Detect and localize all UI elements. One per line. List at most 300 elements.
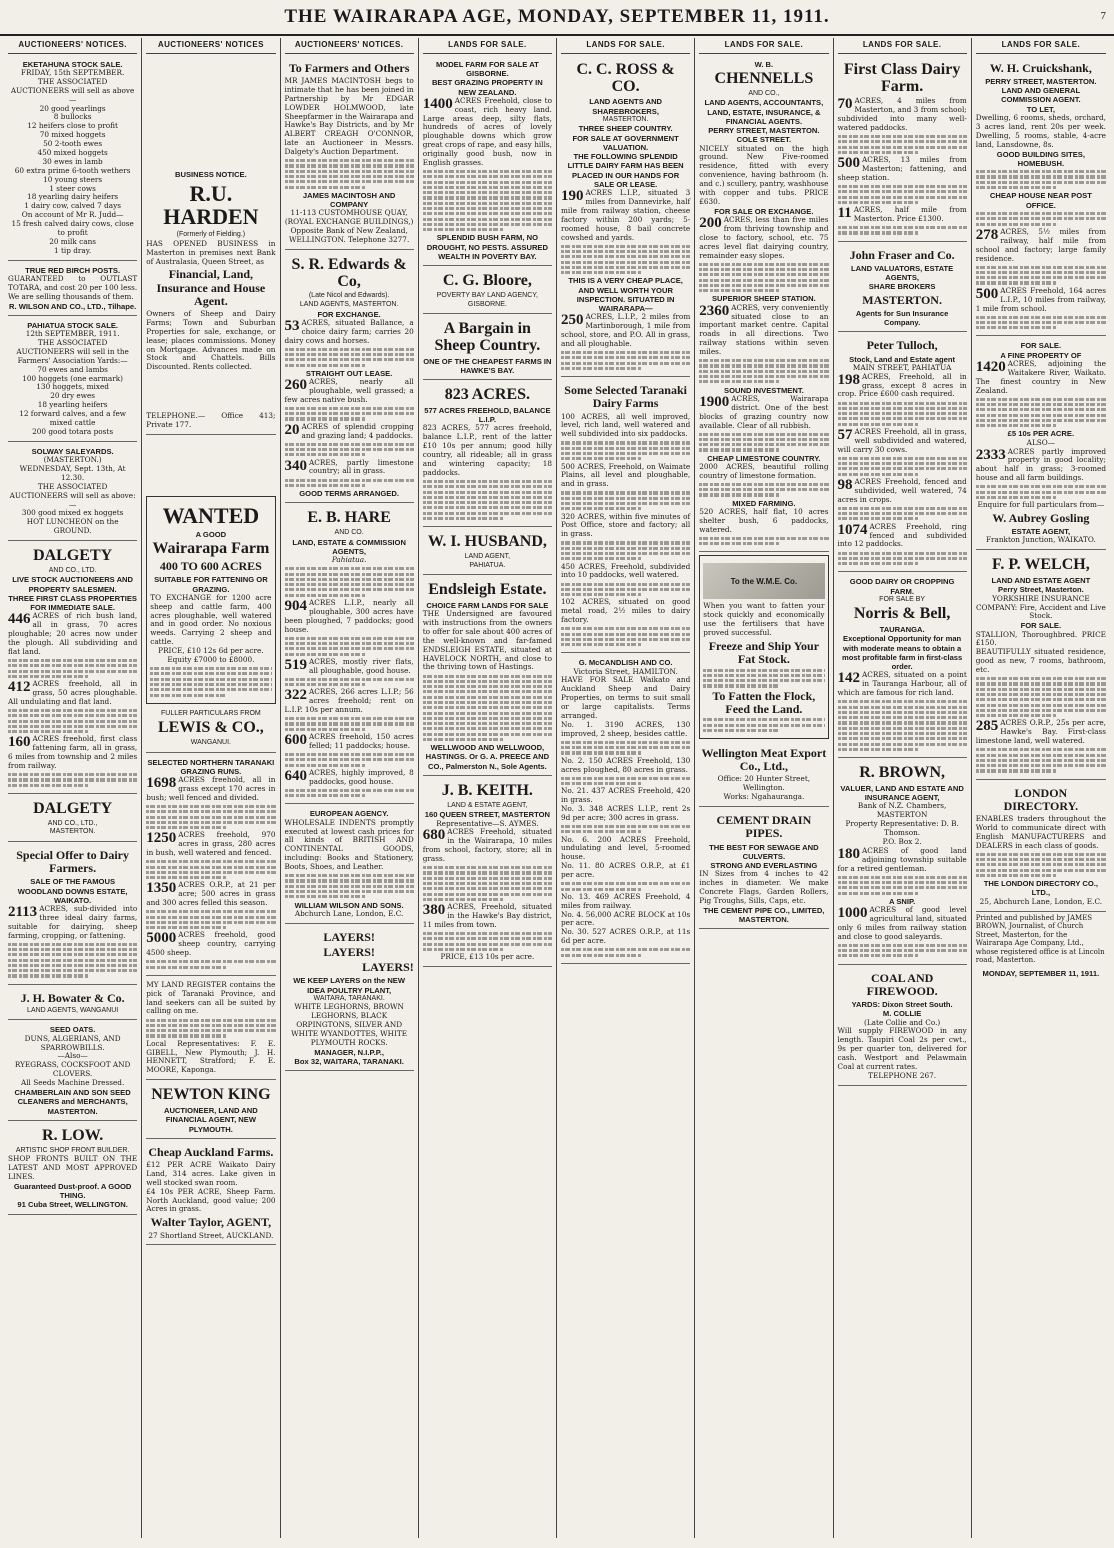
brand-name: C. G. Bloore, [442, 272, 532, 290]
lot [146, 931, 275, 958]
ad-line: THE ASSOCIATED AUCTIONEERS will sell as above:— [9, 481, 136, 509]
brand-name: J. B. KEITH. [441, 781, 533, 799]
brand-name: Norris & Bell, [853, 605, 951, 623]
wme-banner: To the W.M.E. Co. [730, 576, 798, 586]
text-block [423, 932, 552, 951]
lot [285, 733, 414, 751]
ad-endsleigh [423, 577, 552, 776]
ad-hare [285, 505, 414, 804]
brand-h: SHARE BROKERS [868, 282, 936, 292]
ad-heading: PAHIATUA STOCK SALE. [27, 320, 119, 330]
lot-text: ACRES freehold, all in grass, 50 acres ploughable. All undulating and flat land. [8, 679, 138, 706]
brand-place: MASTERTON. [49, 828, 96, 836]
brand-sub: AND CO., [748, 89, 780, 97]
lot-number: 1400 [422, 95, 453, 112]
text-block [285, 159, 414, 189]
list-item: No. 21. 437 ACRES Freehold, 420 in grass. [561, 786, 691, 805]
ad-ross [561, 57, 690, 377]
ad-heading: TO LET, [1026, 104, 1055, 114]
ad-manager: MANAGER, N.I.P.P., [314, 1047, 385, 1057]
ad-heading: SELECTED NORTHERN TARANAKI GRAZING RUNS. [147, 757, 275, 776]
lot-number: 500 [975, 285, 999, 302]
ad-bowater [8, 987, 137, 1021]
ad-line: SHOP FRONTS BUILT ON THE LATEST AND MOST APPROVED LINES. [8, 1154, 138, 1181]
ad-cruickshank [976, 57, 1106, 337]
ad-title: WANTED [162, 502, 260, 528]
lot [285, 599, 414, 635]
brand-tag: YORKSHIRE INSURANCE COMPANY: Fire, Accident and Live Stock. [975, 593, 1106, 621]
ad-text: BEAUTIFULLY situated residence, good as new, 7 rooms, bathroom, etc. [975, 647, 1106, 675]
ad-tel: TELEPHONE 267. [868, 1070, 937, 1080]
text-block [699, 537, 828, 545]
ad-taranaki-runs [146, 755, 275, 976]
brand-name: J. H. Bowater & Co. [20, 990, 125, 1005]
ad-pahiatua-stock-sale [8, 318, 137, 442]
ad-london-directory [976, 782, 1106, 912]
ad-wellington-meat [699, 742, 828, 807]
text-block [561, 441, 690, 460]
ad-auckland-farms [146, 1141, 275, 1246]
ad-r-low [8, 1123, 137, 1215]
list-item: 100 ACRES, all well improved, level, rich land, well watered and well subdivided into six paddocks. [561, 411, 691, 439]
ad-subheading: ONE OF THE CHEAPEST FARMS IN HAWKE'S BAY. [423, 356, 552, 375]
ad-keith [423, 778, 552, 967]
text-block [976, 485, 1106, 499]
ad-subheading: A FINE PROPERTY OF [1000, 350, 1082, 360]
ad-heading: GOOD DAIRY OR CROPPING FARM. [849, 577, 955, 596]
lot-number: 260 [284, 377, 307, 394]
ad-heading: BUSINESS NOTICE. [175, 169, 247, 179]
lot-number: 500 [837, 155, 860, 172]
brand-name: C. C. ROSS & CO. [576, 60, 675, 95]
ad-heading: EUROPEAN AGENCY. [309, 809, 389, 819]
ad-text: Owners of Sheep and Dairy Farms; Town and Suburban Properties for sale, exchange, or lease; places commissions. Money on Mortgage. Advances made on Stock and Chattels. Bills Discounted. Rents collected. [146, 308, 276, 372]
sheep-illustration [703, 563, 824, 599]
ad-welch [976, 552, 1106, 779]
lot-number: 20 [284, 421, 300, 438]
lot [561, 313, 690, 349]
text-block [8, 943, 137, 978]
text-block [423, 480, 552, 520]
column-7 [834, 38, 972, 1538]
ad-line: 1 dairy cow, calved 7 days [24, 201, 122, 211]
lot-number: 446 [8, 611, 31, 628]
lot-number: 180 [837, 845, 860, 862]
text-block [561, 948, 690, 956]
column-header: LANDS FOR SALE. [976, 38, 1106, 54]
text-block [146, 1019, 275, 1038]
ad-heading: SEED OATS. [49, 1025, 96, 1035]
ad-husband [423, 529, 552, 575]
lot [976, 360, 1106, 396]
brand-name: Wellington Meat Export Co., Ltd., [701, 746, 827, 774]
brand-place: PAHIATUA. [469, 561, 506, 569]
brand-name: John Fraser and Co. [849, 247, 955, 262]
ad-text: Local Representatives: F. E. GIBELL, New Plymouth; J. H. HENNETT, Stratford; F. E. MOORE, Kaponga. [146, 1038, 276, 1075]
column-3 [281, 38, 419, 1538]
ad-norris-bell [838, 574, 967, 758]
ad-heading: CHEAP HOUSE NEAR POST OFFICE. [989, 191, 1092, 210]
brand-sub: LAND AGENTS, WANGANUI [27, 1006, 119, 1014]
lot-text: ACRES, sub-divided into three ideal dairy farms, suitable for dairying, sheep farming, cropping, or fattening. [8, 904, 138, 940]
ad-wme [699, 555, 828, 739]
text-block [976, 853, 1106, 877]
lot [146, 776, 275, 803]
lot-number: 5000 [146, 930, 177, 947]
lot-text: ACRES, L.I.P., 2 miles from Martinborough, 1 mile from school, store, and P.O. All in grass, and all ploughable. [561, 312, 691, 349]
ad-line: £4 10s PER ACRE, Sheep Farm. North Auckland, good value; 200 Acres in grass. [146, 1186, 276, 1214]
brand-place: TAURANGA. [879, 625, 925, 635]
brand-rep: Property Representative: D. B. Thomson. [845, 819, 959, 838]
lot [838, 478, 967, 505]
masthead [0, 0, 1114, 36]
ad-line: HOT LUNCHEON on the GROUND. [26, 517, 119, 536]
list-item: No. 30. 527 ACRES O.R.P., at 11s 6d per acre. [561, 927, 691, 946]
ad-heading: FOR SALE OR EXCHANGE. [714, 206, 814, 216]
lot [285, 688, 414, 715]
lot-text: ACRES, highly improved, 8 paddocks, good house. [309, 767, 414, 786]
text-block [146, 860, 275, 879]
ad-subheading: 577 ACRES FREEHOLD, BALANCE L.I.P. [424, 405, 551, 425]
ad-harden [146, 167, 275, 435]
brand-name: R.U. HARDEN [163, 181, 259, 230]
lot [285, 378, 414, 405]
brand-name: NEWTON KING [151, 1086, 271, 1104]
lot-number: 904 [284, 597, 307, 614]
ad-line: THE ASSOCIATED AUCTIONEERS will sell as above— [10, 76, 135, 104]
text-block [976, 170, 1106, 189]
lot-text: ACRES of splendid cropping and grazing land; 4 paddocks. [301, 421, 414, 440]
ad-mccandlish [561, 655, 690, 964]
text-block [146, 910, 275, 929]
ad-layers [285, 926, 414, 1072]
text-block [703, 718, 824, 732]
ad-land-register [146, 978, 275, 1080]
lot-number: 278 [975, 226, 999, 243]
brand-place: MASTERTON. [602, 115, 649, 123]
ad-line: 12th SEPTEMBER, 1911. [25, 329, 120, 339]
ad-heading: THREE FIRST CLASS PROPERTIES FOR IMMEDIATE SALE. [8, 593, 137, 613]
brand-sub: LAND AGENTS AND SHAREBROKERS, [589, 97, 663, 116]
brand-sub: ARTISTIC SHOP FRONT BUILDER. [15, 1146, 130, 1154]
text-block [561, 245, 690, 275]
ad-heading: TRUE RED BIRCH POSTS. [25, 265, 121, 275]
ad-line: 50 2-tooth ewes [43, 139, 103, 149]
ad-title: LONDON DIRECTORY. [1003, 785, 1079, 813]
column-header: LANDS FOR SALE. [561, 38, 690, 54]
ad-macintosh [285, 57, 414, 250]
ad-title: To Farmers and Others [288, 60, 410, 75]
brand-sub: LAND AGENT, [464, 553, 511, 561]
lot-number: 1350 [146, 880, 177, 897]
lot [699, 216, 828, 260]
brand-addr: 160 QUEEN STREET, MASTERTON [424, 810, 550, 820]
ad-line: 10 young steers [43, 174, 103, 184]
text-block [838, 135, 967, 154]
ad-dalgety-masterton [8, 796, 137, 842]
ad-special-offer [8, 844, 137, 985]
lot-text: ACRES of good level agricultural land, situated only 6 miles from railway station and close to good saleyards. [837, 905, 967, 941]
text-block [8, 659, 137, 678]
ad-line: 91 Cuba Street, WELLINGTON. [17, 1200, 128, 1210]
lot-text: ACRES O.R.P., at 21 per acre; 500 acres in grass and 300 acres felled this season. [146, 880, 276, 908]
ad-lines [8, 456, 137, 536]
ad-tagline: SPLENDID BUSH FARM, NO DROUGHT, NO PESTS. ASSURED WEALTH IN POVERTY BAY. [426, 233, 548, 261]
ad-text: Will supply FIREWOOD in any length. Taupiri Coal 2s per cwt., 9s per quarter ton, delivered for cash. Westport and Pelawmain Coal at current rates. [837, 1026, 967, 1071]
lot-text: ACRES, half mile from Masterton. Price £1300. [853, 205, 967, 224]
imprint-date: MONDAY, SEPTEMBER 11, 1911. [982, 968, 1100, 978]
ad-title: Special Offer to Dairy Farmers. [16, 847, 129, 876]
brand-name: E. B. HARE [307, 509, 391, 527]
ad-text: HAVE FOR SALE Waikato and Auckland Sheep and Dairy Properties, on terms to suit small or large capitalists. Terms arranged. [561, 675, 691, 721]
list-item: 500 ACRES, Freehold, on Waimate Plains, all level and ploughable, and in grass. [561, 461, 691, 489]
ad-text: TO EXCHANGE for 1200 acre sheep and cattle farm, 400 acres ploughable, well watered and in good order. No noxious weeds. Carrying 2 sheep and cattle. [150, 592, 272, 647]
text-block [703, 669, 824, 688]
list-item: No. 11. 80 ACRES O.R.P., at £1 per acre. [561, 861, 691, 880]
brand-addr: MAIN STREET, PAHIATUA [852, 362, 952, 372]
brand-sub: LAND AND GENERAL COMMISSION AGENT. [1001, 86, 1081, 105]
ad-line: On account of Mr R. Judd— [21, 210, 124, 220]
brand-name: G. McCANDLISH AND CO. [578, 658, 673, 668]
ad-title: Endsleigh Estate. [428, 581, 547, 599]
ad-edwards [285, 252, 414, 503]
text-block [561, 777, 690, 785]
ad-heading: MIXED FARMING. [732, 498, 796, 508]
firm-name: JAMES MACINTOSH AND COMPANY [302, 190, 396, 210]
brand-name: DALGETY [33, 547, 113, 565]
brand-office: Office: 20 Hunter Street, Wellington. [717, 774, 811, 793]
lot-text: ACRES freehold, 970 acres in grass, 280 acres in bush, well watered and fenced. [146, 830, 276, 858]
text-block [8, 709, 137, 733]
lot [146, 881, 275, 908]
lot-number: 680 [422, 827, 446, 844]
ad-wanted [146, 496, 275, 704]
ad-title: CEMENT DRAIN PIPES. [716, 813, 812, 841]
firm-name: WELLWOOD AND WELLWOOD, HASTINGS. Or G. A. PREECE AND CO., Palmerston N., Sole Agents. [425, 743, 550, 771]
ad-title: Freeze and Ship Your Fat Stock. [708, 639, 820, 667]
ad-heading: FOR SALE AT GOVERNMENT VALUATION. [572, 133, 679, 152]
lot [423, 97, 552, 168]
lot [838, 428, 967, 455]
ad-line: 18 yearling heifers [37, 400, 108, 410]
lot-text: ACRES Freehold, all in grass, well subdivided and watered, will carry 30 cows. [837, 426, 967, 454]
brand-sub: AUCTIONEER, LAND AND FINANCIAL AGENT, NEW PLYMOUTH. [163, 1106, 258, 1134]
text-block [285, 678, 414, 686]
lot-text: ACRES Freehold, 164 acres L.I.P., 10 miles from railway, 1 mile from school. [975, 285, 1106, 313]
ad-title: 823 ACRES. [444, 386, 531, 404]
ad-line: 12 forward calves, and a few mixed cattle [19, 409, 127, 428]
lot-text: ACRES, 13 miles from Masterton; fattening, and sheep station. [837, 155, 967, 182]
ad-place: WAITARA, TARANAKI. [313, 994, 385, 1002]
lot [838, 847, 967, 874]
brand-sub: Stock, Land and Estate agent [849, 354, 956, 364]
ad-coal-firewood [838, 967, 967, 1086]
ad-heading: SOUND INVESTMENT. [724, 385, 804, 395]
ad-sheep-bargain [423, 316, 552, 380]
firm-name: THE CEMENT PIPE CO., LIMITED, MASTERTON. [703, 905, 825, 925]
ad-r-brown [838, 760, 967, 965]
ad-line: All Seeds Machine Dressed. [20, 1078, 125, 1088]
brand-addr: 27 Shortland Street, AUCKLAND. [148, 1230, 274, 1240]
ad-heading: GOOD BUILDING SITES, HOMEBUSH. [996, 149, 1085, 168]
brand-sub: AND CO., LTD. [48, 566, 97, 574]
ad-text: NICELY situated on the high ground. New Five-roomed residence, fitted with every convenience, having bathroom (h. and c.) scullery, pantry, washhouse with copper and tubs. PRICE £630. [699, 143, 829, 206]
text-block [285, 348, 414, 367]
ad-subheading: CHOICE FARM LANDS FOR SALE [426, 600, 549, 610]
lot [699, 395, 828, 431]
lot-number: 600 [284, 732, 307, 749]
lot-text: ACRES L.I.P., nearly all ploughable, 300 acres have been ploughed, 7 paddocks; good house. [284, 597, 414, 634]
lot [838, 906, 967, 942]
ad-line: 70 mixed hoggets [39, 130, 106, 140]
text-block [838, 457, 967, 476]
ad-heading: EKETAHUNA STOCK SALE. [22, 59, 123, 69]
brand-tag: Agents for Sun Insurance Company. [855, 308, 949, 328]
list-item: No. 3. 348 ACRES L.I.P., rent 2s 9d per acre; 300 acres in grass. [561, 804, 691, 822]
lot-text: ACRES Freehold, ring fenced and subdivided into 12 paddocks. [837, 521, 967, 549]
brand-town: Pahiatua. [331, 555, 367, 565]
brand-name: DALGETY [33, 800, 113, 818]
ad-line: 20 good yearlings [39, 103, 106, 113]
lot-number: 1250 [146, 830, 177, 847]
lot [285, 319, 414, 346]
brand-tag: LAND, ESTATE & COMMISSION AGENTS, [292, 537, 406, 556]
ad-equity: Equity £7000 to £8000. [167, 655, 255, 665]
list-item: No. 1. 3190 ACRES, 130 improved, 2 sheep, besides cattle. [561, 719, 691, 738]
lot-number: 412 [8, 679, 31, 696]
brand-name: LEWIS & CO., [157, 719, 264, 737]
ad-line: 18 yearling dairy heifers [27, 192, 119, 202]
brand-sub: (Late Collie and Co.) [863, 1017, 941, 1027]
lot [699, 304, 828, 357]
ad-seed-oats [8, 1022, 137, 1120]
lot-text: ACRES Freehold, situated in the Wairarapa, 10 miles from school, factory, store; all in grass. [422, 827, 552, 864]
brand-sub: POVERTY BAY LAND AGENCY, [436, 291, 539, 299]
lot-number: 198 [837, 371, 860, 388]
ad-text: 823 ACRES, 577 acres freehold, balance L.I.P., rent of the latter £10 10s per annum; good hilly country, all rideable; all in grass and wintering capacity; 18 paddocks. [422, 423, 552, 477]
lot-text: ACRES, partly limestone country; all in grass. [309, 457, 414, 476]
ad-chennells [699, 57, 828, 553]
list-item: 450 ACRES, Freehold, subdivided into 10 paddocks, well watered. [561, 561, 691, 580]
ad-line: R. WILSON AND CO., LTD., Tilhape. [8, 301, 137, 311]
text-block [699, 359, 828, 383]
ad-lines [8, 69, 137, 256]
ad-heading: SUPERIOR SHEEP STATION. [711, 294, 816, 304]
lot-text: ACRES, 4 miles from Masterton, and 3 from school; subdivided into many well-watered paddocks. [837, 96, 967, 133]
ad-title: Cheap Auckland Farms. [148, 1144, 274, 1159]
ad-text: MR JAMES MACINTOSH begs to intimate that he has been joined in Partnership by Mr EDGAR LOWDER HOLMWOOD, late Sheepfarmer in the Wairarapa and Hawke's Bay Districts, and by Mr ALBERT CREAGH O'CONNOR, late an Auctioneer in Messrs. Dalgety's Auction Department. [284, 75, 414, 157]
lot-number: 2360 [699, 302, 730, 319]
ad-text: THE Undersigned are favoured with instructions from the owners to offer for sale about 400 acres of the well-known and far-famed ENDSLEIGH ESTATE, situated at HAVELOCK NORTH, and close to the thriving town of Hastings. [422, 609, 552, 672]
lot-text: ACRES O.R.P., 25s per acre, Hawke's Bay. First-class limestone land, well watered. [975, 718, 1106, 746]
lot-text: ACRES Freehold, close to coast, rich heavy land. Large areas deep, silty flats, hundreds of acres of lovely ploughable downs which grow great crops of rape, and easy hills, originally good bush, now in English grasses. [422, 95, 552, 167]
lot-number: 322 [284, 687, 307, 704]
lot-text: ACRES, less than five miles from thriving township and close to factory, school, etc. 75 acres level flat dairying country, remainder easy slopes. [699, 215, 829, 260]
ad-text: Dwelling, 6 rooms, sheds, orchard, 3 acres land, rent 20s per week. Dwelling, 5 rooms, stable, 4-acre land, Lansdowne, 8s. [975, 112, 1106, 149]
ad-line: 300 good mixed ex hoggets [21, 508, 124, 518]
ad-heading: A GOOD [195, 530, 227, 540]
text-block [285, 479, 414, 487]
text-block [838, 402, 967, 426]
column-5 [557, 38, 695, 1538]
ad-text: WE KEEP LAYERS on the NEW IDEA POULTRY PLANT, [293, 976, 406, 995]
lot [285, 769, 414, 787]
lot-number: 1900 [699, 393, 730, 410]
ad-subheading: STRONG AND EVERLASTING [710, 861, 818, 871]
brand-sub: (Formerly of Fielding.) [176, 231, 246, 239]
lot [838, 373, 967, 400]
ad-heading: COLE STREET. [736, 135, 792, 145]
ad-also: ALSO— [1026, 437, 1056, 447]
lot [8, 735, 137, 771]
text-block [150, 667, 271, 697]
column-header: AUCTIONEERS' NOTICES. [8, 38, 137, 54]
text-block [8, 773, 137, 787]
text-block [285, 753, 414, 767]
lot-number: 640 [284, 767, 307, 784]
firm-name: THE LONDON DIRECTORY CO., LTD., [983, 879, 1098, 898]
lot-number: 200 [699, 215, 722, 232]
lot-number: 160 [8, 734, 31, 751]
ad-line: (MASTERTON.) [43, 455, 102, 465]
ad-solway-saleyards [8, 444, 137, 541]
text-block [976, 212, 1106, 226]
ad-title: Some Selected Taranaki Dairy Farms [564, 383, 687, 411]
lot-text: ACRES freehold, all in grass except 170 acres in bush; well fenced and divided. [146, 775, 276, 802]
ad-acres: 400 TO 600 ACRES [159, 559, 262, 574]
brand-sub: AND CO., LTD., [47, 819, 98, 827]
lot [8, 680, 137, 707]
ad-line: 1 tip dray. [54, 245, 92, 255]
text-block [423, 866, 552, 901]
firm-addr: Abchurch Lane, London, E.C. [294, 908, 404, 918]
ad-subtitle: Wairarapa Farm [152, 540, 270, 558]
text-block [561, 351, 690, 370]
brand-tag: LAND AGENTS, ACCOUNTANTS, LAND, ESTATE, INSURANCE, & FINANCIAL AGENTS. [704, 98, 824, 126]
brand-place: LAND AGENTS, MASTERTON. [299, 301, 399, 309]
brand-name: W. H. Cruickshank, [989, 60, 1092, 75]
brand-box: P.O. Box 2. [882, 836, 922, 846]
column-4 [419, 38, 557, 1538]
ad-title: LAYERS! [323, 944, 375, 959]
ad-text: 520 ACRES, half flat, 10 acres shelter bush, 6 paddocks, watered. [699, 507, 829, 534]
lot [838, 97, 967, 133]
column-header: LANDS FOR SALE. [838, 38, 967, 54]
ad-red-birch-posts [8, 263, 137, 316]
lot [285, 423, 414, 441]
lot-text: ACRES partly improved property in good locality; about half in grass; 3-roomed house and all farm buildings. [975, 446, 1106, 483]
ad-line: THE ASSOCIATED AUCTIONEERS will sell in the Farmers' Association Yards:— [16, 338, 129, 365]
brand-sub: LAND AND ESTATE AGENT [991, 576, 1091, 586]
ad-line: GUARANTEED to OUTLAST TOTARA, and cost 20 per 100 less. We are selling thousands of them. [8, 273, 138, 301]
ad-line: RYEGRASS, COCKSFOOT AND CLOVERS. [14, 1060, 131, 1079]
ad-line: 20 milk cans [49, 236, 97, 246]
ad-line: 130 hoggets, mixed [36, 382, 109, 392]
brand-place: GISBORNE. [467, 300, 507, 308]
ad-line: CHAMBERLAIN AND SON SEED CLEANERS and MERCHANTS, MASTERTON. [14, 1088, 131, 1116]
brand-bank: Bank of N.Z. Chambers, MASTERTON [857, 801, 947, 820]
lot-number: 2113 [8, 904, 38, 921]
text-block [561, 583, 690, 597]
ad-heading: A SNIP. [889, 896, 916, 906]
ad-price: £5 10s PER ACRE. [1007, 429, 1075, 439]
ad-lewis [146, 707, 275, 753]
lot-number: 340 [284, 457, 307, 474]
brand-name: M. COLLIE [882, 1009, 922, 1019]
lot-number: 2333 [975, 446, 1006, 463]
column-header: AUCTIONEERS' NOTICES [146, 38, 275, 54]
lot-number: 1420 [975, 358, 1006, 375]
